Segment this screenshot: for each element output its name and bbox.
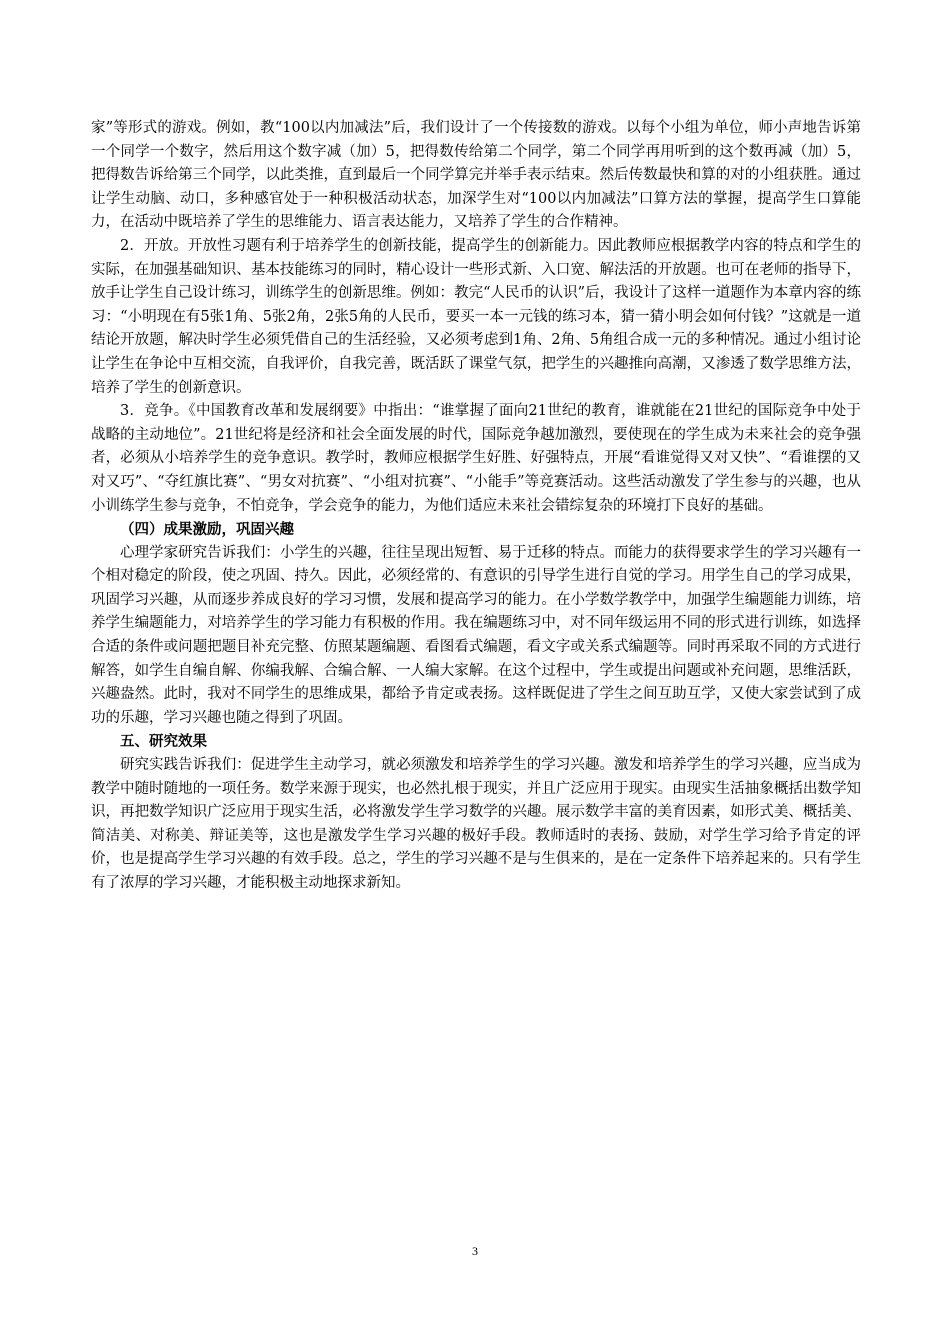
section-heading-research-effects: 五、研究效果: [120, 733, 207, 751]
page-number: 3: [472, 1244, 478, 1258]
paragraph-competition: 3．竞争。《中国教育改革和发展纲要》中指出：“谁掌握了面向21世纪的教育，谁就能在21世纪的国际竞争中处于战略的主动地位”。21世纪将是经济和社会全面发展的时代，国际竞争越加激烈，要使现在的学生成为未来社会的竞争强者，必须从小培养学生的竞争意识。教学时，教师应根据学生好胜、好强特点，开展“看谁觉得又对又快”、“看谁摆的又对又巧”、“夺红旗比赛”、“男女对抗赛”、“小组对抗赛”、“小能手”等竞赛活动。这些活动激发了学生参与的兴趣，也从小训练学生参与竞争，不怕竞争，学会竞争的能力，为他们适应未来社会错综复杂的环境打下良好的基础。: [91, 403, 861, 514]
paragraph-game-example: 家”等形式的游戏。例如，教“100以内加减法”后，我们设计了一个传接数的游戏。以每个小组为单位，师小声地告诉第一个同学一个数字，然后用这个数字减（加）5，把得数传给第二个同学，第二个同学再用听到的这个数再减（加）5，把得数告诉给第三个同学，以此类推，直到最后一个同学算完并举手表示结束。然后传数最快和算的对的小组获胜。通过让学生动脑、动口，多种感官处于一种积极活动状态，加深学生对“100以内加减法”口算方法的掌握，提高学生口算能力，在活动中既培养了学生的思维能力、语言表达能力，又培养了学生的合作精神。: [91, 120, 861, 231]
document-body: [91, 117, 861, 896]
paragraph-psychology: 心理学家研究告诉我们：小学生的兴趣，往往呈现出短暂、易于迁移的特点。而能力的获得要求学生的学习兴趣有一个相对稳定的阶段，使之巩固、持久。因此，必须经常的、有意识的引导学生进行自觉的学习。用学生自己的学习成果，巩固学习兴趣，从而逐步养成良好的学习习惯，发展和提高学习的能力。在小学数学教学中，加强学生编题能力训练，培养学生编题能力，对培养学生的学习能力有积极的作用。我在编题练习中，对不同年级运用不同的形式进行训练，如选择合适的条件或问题把题目补充完整、仿照某题编题、看图看式编题，看文字或关系式编题等。同时再采取不同的方式进行解答，如学生自编自解、你编我解、合编合解、一人编大家解。在这个过程中，学生或提出问题或补充问题，思维活跃，兴趣盎然。此时，我对不同学生的思维成果，都给予肯定或表扬。这样既促进了学生之间互助互学，又使大家尝试到了成功的乐趣，学习兴趣也随之得到了巩固。: [91, 544, 861, 726]
section-heading-results-motivation: （四）成果激励，巩固兴趣: [120, 521, 294, 539]
paragraph-openness: 2．开放。开放性习题有利于培养学生的创新技能，提高学生的创新能力。因此教师应根据教学内容的特点和学生的实际，在加强基础知识、基本技能练习的同时，精心设计一些形式新、入口宽、解法活的开放题。也可在老师的指导下，放手让学生自己设计练习，训练学生的创新思维。例如：教完“人民币的认识”后，我设计了这样一道题作为本章内容的练习：“小明现在有5张1角、5张2角，2张5角的人民币，要买一本一元钱的练习本，猜一猜小明会如何付钱？”这就是一道结论开放题，解决时学生必须凭借自己的生活经验，又必须考虑到1角、2角、5角组合成一元的多种情况。通过小组讨论让学生在争论中互相交流，自我评价，自我完善，既活跃了课堂气氛，把学生的兴趣推向高潮，又渗透了数学思维方法，培养了学生的创新意识。: [91, 237, 861, 396]
paragraph-research-conclusion: 研究实践告诉我们：促进学生主动学习，就必须激发和培养学生的学习兴趣。激发和培养学生的学习兴趣，应当成为教学中随时随地的一项任务。数学来源于现实，也必然扎根于现实，并且广泛应用于现实。由现实生活抽象概括出数学知识，再把数学知识广泛应用于现实生活，必将激发学生学习数学的兴趣。展示数学丰富的美育因素，如形式美、概括美、简洁美、对称美、辩证美等，这也是激发学生学习兴趣的极好手段。教师适时的表扬、鼓励，对学生学习给予肯定的评价，也是提高学生学习兴趣的有效手段。总之，学生的学习兴趣不是与生俱来的，是在一定条件下培养起来的。只有学生有了浓厚的学习兴趣，才能积极主动地探求新知。: [91, 757, 861, 891]
